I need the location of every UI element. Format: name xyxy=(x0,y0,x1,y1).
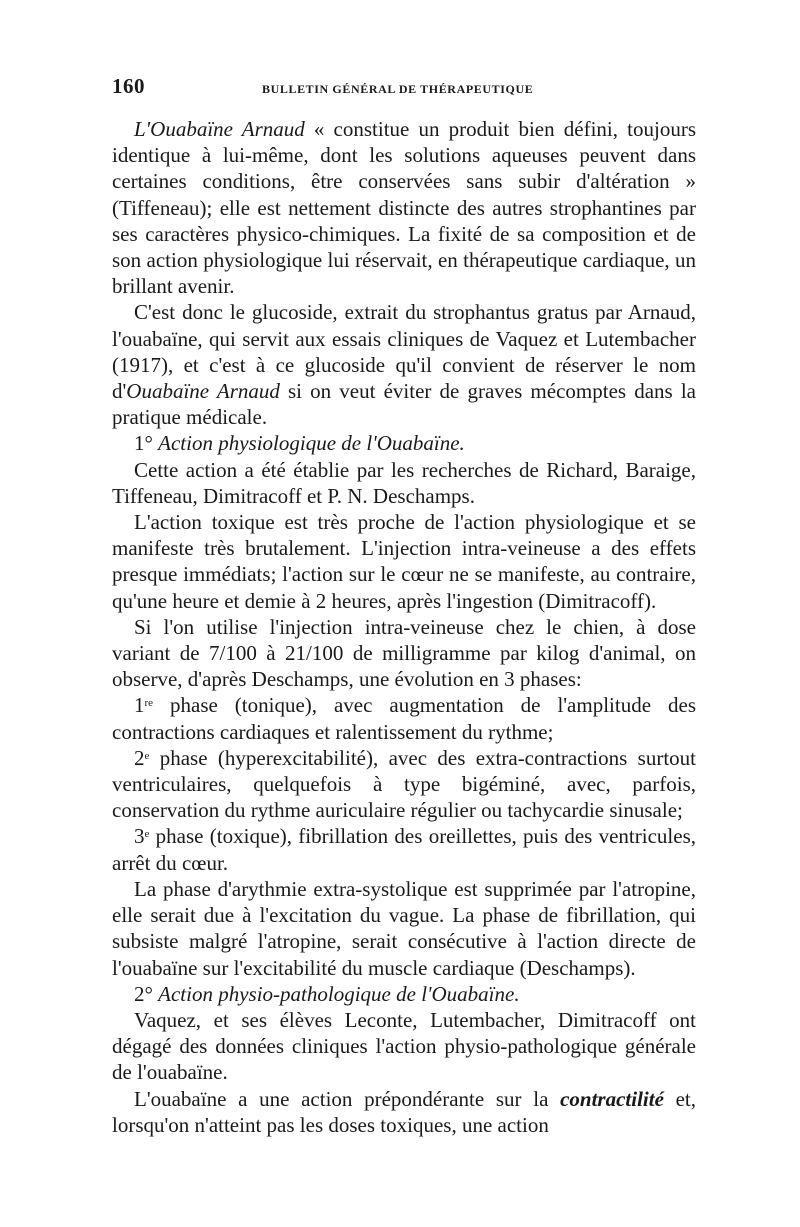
phase-item: 2e phase (hyperexcitabilité), avec des extra-contractions surtout ventriculaires, quelquefois à type bigéminé, avec, parfois, conservation du rythme auriculaire régulier ou tachycardie sinusale; xyxy=(112,745,696,823)
product-name: L'Ouabaïne Arnaud xyxy=(134,117,305,141)
page xyxy=(112,72,696,1138)
section-heading-physiological xyxy=(112,430,696,456)
paragraph: L'Ouabaïne Arnaud « constitue un produit bien défini, toujours identique à lui-même, dont les solutions aqueuses peuvent dans certaines conditions, être conservées sans subir d'altération » (Tiffeneau); elle est nettement distincte des autres strophantines par ses caractères physico-chimiques. La fixité de sa composition et de son action physiologique lui réservait, en thérapeutique cardiaque, un brillant avenir. xyxy=(112,117,696,299)
section-number: 1° xyxy=(134,431,153,456)
paragraph: Cette action a été établie par les recherches de Richard, Baraige, Tiffeneau, Dimitracoff et P. N. Deschamps. xyxy=(112,457,696,508)
page-header xyxy=(112,72,696,106)
phase-item: 3e phase (toxique), fibrillation des oreillettes, puis des ventricules, arrêt du cœur. xyxy=(112,824,696,875)
section-title: Action physiologique de l'Ouabaïne. xyxy=(158,431,465,456)
paragraph: L'action toxique est très proche de l'action physiologique et se manifeste très brutalement. L'injection intra-veineuse a des effets presque immédiats; l'action sur le cœur ne se manifeste, au contraire, qu'une heure et demie à 2 heures, après l'ingestion (Dimitracoff). xyxy=(112,510,696,613)
section-heading-pathological xyxy=(112,981,696,1007)
article-body xyxy=(112,116,696,1138)
paragraph: Vaquez, et ses élèves Leconte, Lutembacher, Dimitracoff ont dégagé des données cliniques l'action physio-pathologique générale de l'ouabaïne. xyxy=(112,1007,696,1085)
product-name: Ouabaïne Arnaud xyxy=(126,379,280,404)
paragraph: C'est donc le glucoside, extrait du strophantus gratus par Arnaud, l'ouabaïne, qui servit aux essais cliniques de Vaquez et Lutembacher (1917), et c'est à ce glucoside qu'il convient de réserver le nom d'Ouabaïne Arnaud si on veut éviter de graves mécomptes dans la pratique médicale. xyxy=(112,300,696,430)
section-title: Action physio-pathologique de l'Ouabaïne. xyxy=(158,981,520,1006)
section-number: 2° xyxy=(134,981,153,1006)
paragraph: La phase d'arythmie extra-systolique est supprimée par l'atropine, elle serait due à l'excitation du vague. La phase de fibrillation, qui subsiste malgré l'atropine, serait consécutive à l'action directe de l'ouabaïne sur l'excitabilité du muscle cardiaque (Deschamps). xyxy=(112,876,696,980)
paragraph: L'ouabaïne a une action prépondérante sur la contractilité et, lorsqu'on n'atteint pas les doses toxiques, une action xyxy=(112,1086,696,1137)
paragraph: Si l'on utilise l'injection intra-veineuse chez le chien, à dose variant de 7/100 à 21/100 de milligramme par kilog d'animal, on observe, d'après Deschamps, une évolution en 3 phases: xyxy=(112,614,696,692)
running-title: BULLETIN GÉNÉRAL DE THÉRAPEUTIQUE xyxy=(262,82,534,96)
emphasis: contractilité xyxy=(560,1086,664,1111)
page-number: 160 xyxy=(112,74,145,98)
phase-item: 1re phase (tonique), avec augmentation de l'amplitude des contractions cardiaques et ralentissement du rythme; xyxy=(112,693,696,744)
